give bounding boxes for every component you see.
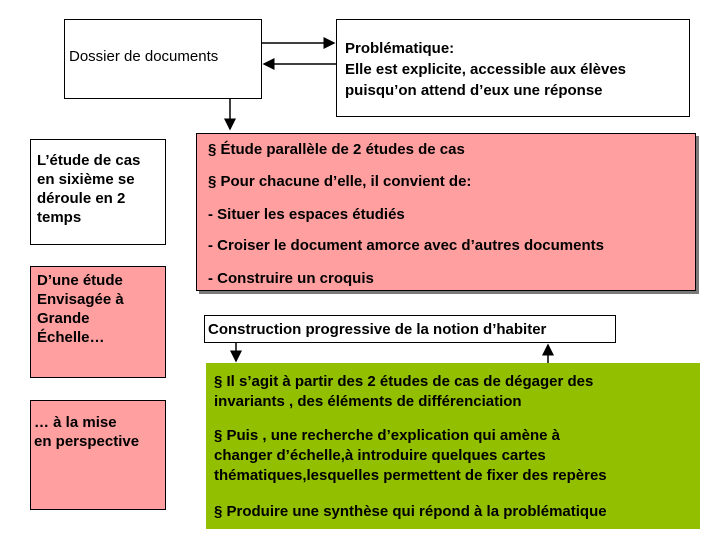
synthese-paragraph [214,426,607,486]
sixieme-line: déroule en 2 [37,190,126,207]
perspective-line: … à la mise [34,414,117,431]
grande-echelle-line: Grande [37,310,90,327]
etude-line: § Pour chacune d’elle, il convient de: [208,173,472,190]
sixieme-line: L’étude de cas [37,152,141,169]
synthese-line: § Produire une synthèse qui répond à la problématique [214,503,607,520]
etude-line: - Croiser le document amorce avec d’autres documents [208,237,604,254]
synthese-line: thématiques,lesquelles permettent de fixer des repères [214,467,607,484]
problematique-line: puisqu’on attend d’eux une réponse [345,82,603,99]
etude-line: - Situer les espaces étudiés [208,206,405,223]
problematique-box [336,19,690,117]
synthese-line: § Puis , une recherche d’explication qui amène à [214,427,560,444]
synthese-line: invariants , des éléments de différenciation [214,393,522,410]
construction-box [204,315,616,343]
construction-label: Construction progressive de la notion d’habiter [208,321,547,338]
etude-line: § Étude parallèle de 2 études de cas [208,141,465,158]
grande-echelle-line: D’une étude [37,272,123,289]
synthese-paragraph [214,372,593,412]
sixieme-line: en sixième se [37,171,135,188]
problematique-line: Elle est explicite, accessible aux élèves [345,61,627,78]
etude-box [196,133,696,291]
synthese-box [206,363,700,529]
grande-echelle-line: Échelle… [37,329,105,346]
sixieme-line: temps [37,209,82,226]
etude-line: - Construire un croquis [208,270,374,287]
synthese-paragraph [214,502,607,522]
dossier-label: Dossier de documents [69,48,219,65]
grande-echelle-box [30,266,166,378]
perspective-line: en perspective [34,433,140,450]
problematique-title: Problématique: [345,40,455,57]
synthese-line: § Il s’agit à partir des 2 études de cas de dégager des [214,373,594,390]
sixieme-box [30,139,166,245]
perspective-box [30,400,166,510]
dossier-documents-box [64,19,262,99]
grande-echelle-line: Envisagée à [37,291,124,308]
synthese-line: changer d’échelle,à introduire quelques cartes [214,447,546,464]
